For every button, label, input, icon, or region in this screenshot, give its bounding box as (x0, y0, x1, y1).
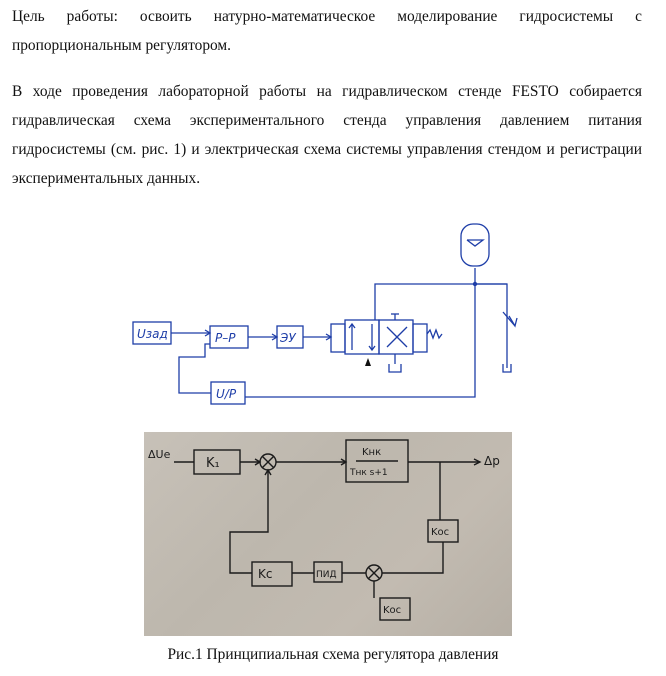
sensor-block-label: U/P (216, 387, 237, 401)
pid-label: ПИД (316, 570, 337, 580)
bd-output-label: Δp (484, 454, 500, 468)
plant-denominator: Tнк s+1 (350, 468, 388, 478)
input-block-label: Uзад (137, 327, 168, 341)
k1-label: K₁ (206, 456, 220, 471)
block-diagram (144, 432, 512, 636)
regulator-block-label: Р–Р (215, 331, 236, 345)
hydraulic-schematic (125, 222, 545, 422)
goal-paragraph: Цель работы: освоить натурно-математическое моделирование гидросистемы с пропорциональным регулятором. (12, 8, 642, 54)
kos2-label: Kос (383, 605, 402, 616)
kc-label: Kс (258, 567, 273, 581)
kos-label: Kос (431, 527, 450, 538)
bd-input-label: ΔUe (148, 448, 171, 461)
amplifier-block-label: ЭУ (280, 331, 296, 345)
description-paragraph: В ходе проведения лабораторной работы на гидравлическом стенде FESTO собирается гидравлическая схема экспериментального стенда управления давлением питания гидросистемы (см. рис. 1) и электрическая схема системы управления стендом и регистрации экспериментальных данных. (12, 83, 642, 187)
figure-caption: Рис.1 Принципиальная схема регулятора давления (167, 646, 499, 663)
block-diagram-photo (144, 432, 512, 636)
plant-numerator: Kнк (362, 447, 382, 458)
